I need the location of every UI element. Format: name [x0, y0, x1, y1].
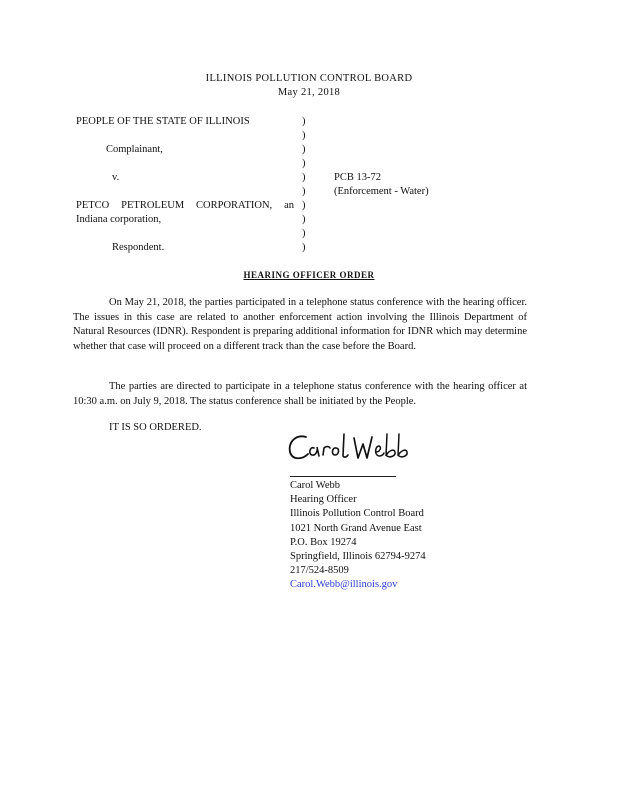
body-paragraph-2	[73, 380, 527, 409]
case-number: PCB 13-72	[334, 172, 381, 183]
order-title: HEARING OFFICER ORDER	[243, 270, 375, 280]
paragraph-text: On May 21, 2018, the parties participated in a telephone status conference with the hearing officer. The issues in this case are related to another enforcement action involving the Illinois Department of Natural Resources (IDNR). Respondent is preparing additional information for IDNR which may determine whether that case will proceed on a different track than the case before the Board.	[73, 297, 527, 352]
signer-name: Carol Webb	[290, 480, 340, 491]
respondent-name-line1: PETCO PETROLEUM CORPORATION, an	[76, 200, 294, 211]
signer-address-pobox: P.O. Box 19274	[290, 536, 357, 548]
paragraph-text: The parties are directed to participate in a telephone status conference with the hearing officer at 10:30 a.m. on July 9, 2018. The status conference shall be initiated by the People.	[73, 381, 527, 407]
handwritten-signature	[284, 428, 414, 472]
signer-address-street: 1021 North Grand Avenue East	[290, 522, 422, 534]
complainant-name: PEOPLE OF THE STATE OF ILLINOIS	[76, 116, 250, 127]
caption-paren: )	[302, 200, 306, 211]
agency-heading: ILLINOIS POLLUTION CONTROL BOARD	[205, 73, 413, 84]
caption-paren: )	[302, 186, 306, 197]
closing-line: IT IS SO ORDERED.	[109, 422, 202, 433]
signer-title: Hearing Officer	[290, 494, 357, 506]
caption-paren: )	[302, 144, 306, 155]
body-paragraph-1	[73, 296, 527, 354]
respondent-role: Respondent.	[112, 242, 165, 253]
complainant-role: Complainant,	[106, 144, 163, 155]
caption-paren: )	[302, 214, 306, 225]
signer-organization: Illinois Pollution Control Board	[290, 508, 424, 520]
caption-paren: )	[302, 242, 306, 253]
caption-paren: )	[302, 158, 306, 169]
respondent-name-line2: Indiana corporation,	[76, 214, 162, 225]
signer-email-link[interactable]: Carol.Webb@illinois.gov	[290, 579, 398, 591]
caption-paren: )	[302, 228, 306, 239]
caption-paren: )	[302, 130, 306, 141]
signer-address-city: Springfield, Illinois 62794-9274	[290, 551, 426, 563]
signer-phone: 217/524-8509	[290, 565, 349, 577]
caption-paren: )	[302, 116, 306, 127]
caption-paren: )	[302, 172, 306, 183]
signature-line	[290, 476, 396, 477]
order-date: May 21, 2018	[277, 87, 341, 98]
case-type: (Enforcement - Water)	[334, 186, 429, 197]
versus-label: v.	[112, 172, 120, 183]
signature-block	[290, 479, 426, 593]
